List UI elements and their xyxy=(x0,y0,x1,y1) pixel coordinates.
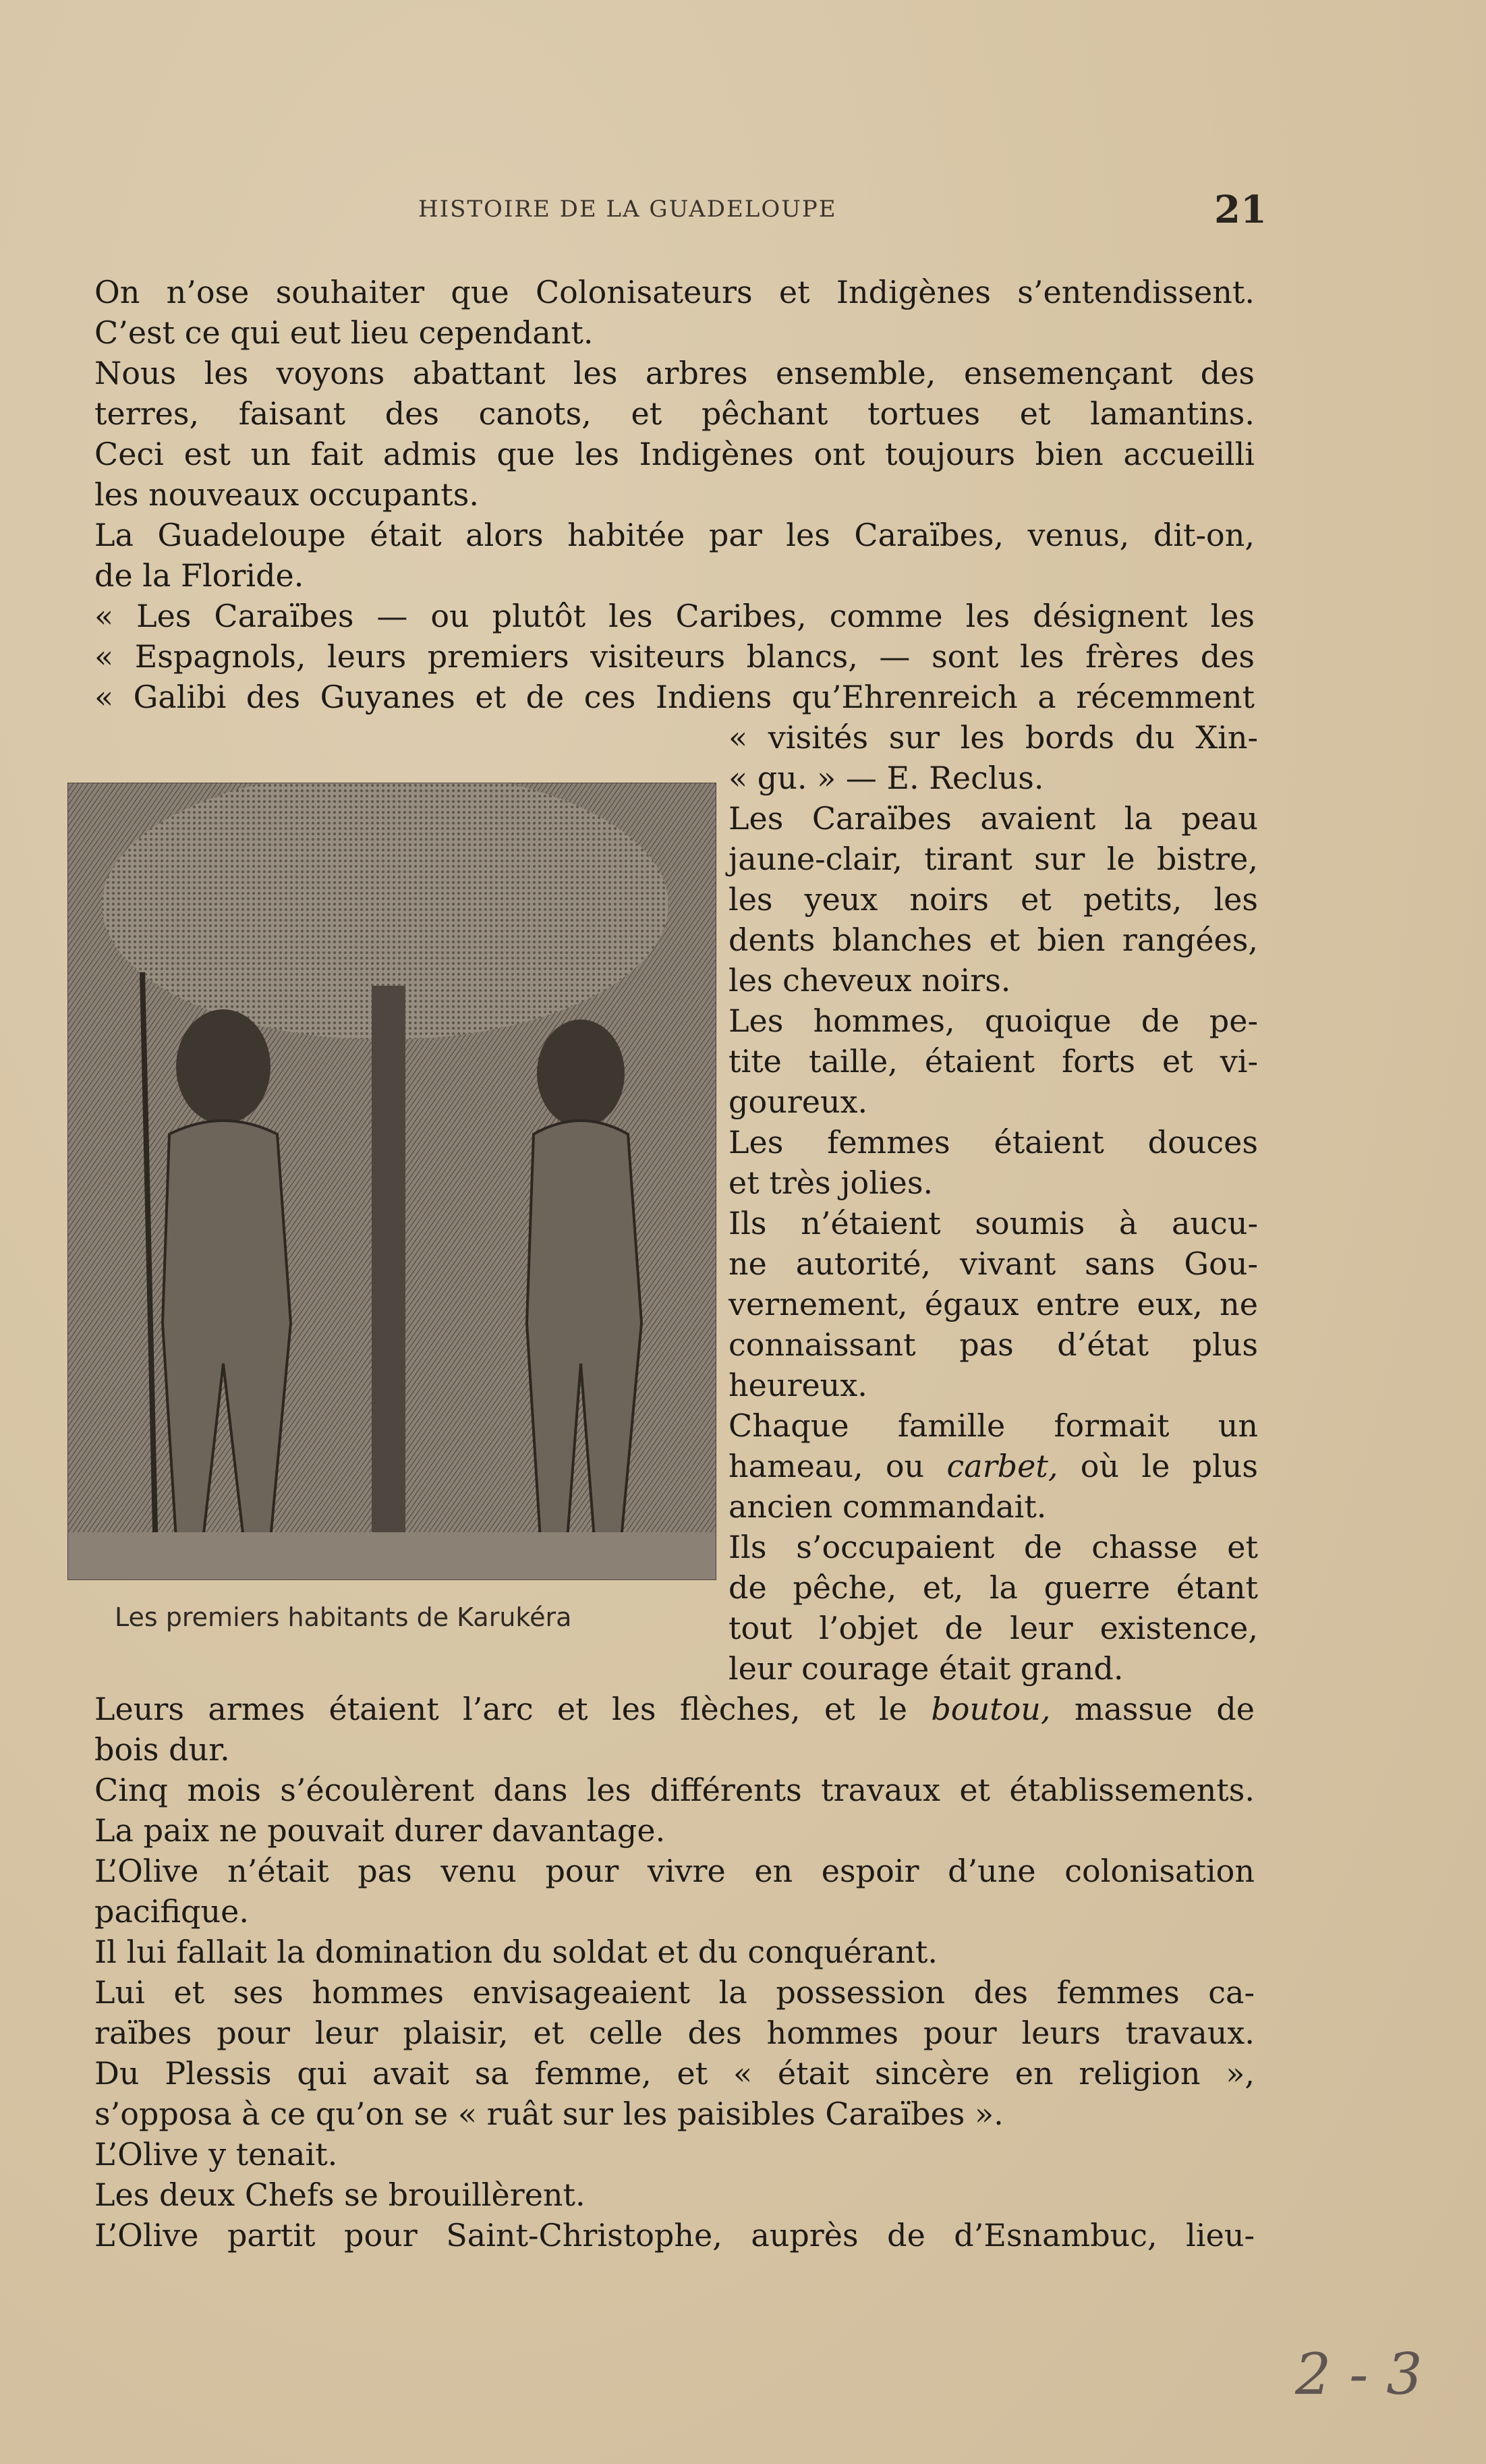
text-segment: massue de xyxy=(1050,1691,1255,1727)
text-line: L’Olive partit pour Saint-Christophe, auprès de d’Esnambuc, lieu- xyxy=(94,2217,1255,2253)
text-line: On n’ose souhaiter que Colonisateurs et Indigènes s’entendissent. xyxy=(94,274,1255,310)
text-line xyxy=(94,1690,1255,1728)
text-line: Cinq mois s’écoulèrent dans les différents travaux et établissements. xyxy=(94,1772,1255,1808)
text-line: « Galibi des Guyanes et de ces Indiens qu’Ehrenreich a récemment xyxy=(94,679,1255,715)
text-line: les nouveaux occupants. xyxy=(94,476,479,513)
text-line: de pêche, et, la guerre étant xyxy=(728,1569,1258,1606)
text-line: s’opposa à ce qu’on se « ruât sur les paisibles Caraïbes ». xyxy=(94,2096,1004,2132)
text-line: Les hommes, quoique de pe- xyxy=(728,1003,1258,1039)
text-line: dents blanches et bien rangées, xyxy=(728,922,1258,958)
text-line: Ceci est un fait admis que les Indigènes ont toujours bien accueilli xyxy=(94,436,1255,472)
italic-term: carbet, xyxy=(946,1448,1058,1484)
text-line: heureux. xyxy=(728,1367,867,1403)
text-line: tite taille, étaient forts et vi- xyxy=(728,1043,1258,1080)
text-line: La paix ne pouvait durer davantage. xyxy=(94,1812,666,1849)
text-line: pacifique. xyxy=(94,1893,249,1930)
text-segment: où le plus xyxy=(1058,1448,1258,1484)
engraving-image xyxy=(68,783,716,1579)
engraving-illustration xyxy=(67,783,716,1580)
text-line: ancien commandait. xyxy=(728,1488,1047,1525)
text-line: L’Olive y tenait. xyxy=(94,2136,338,2173)
text-line: bois dur. xyxy=(94,1731,230,1768)
text-segment: hameau, ou xyxy=(728,1448,947,1484)
text-line xyxy=(728,1447,1258,1485)
italic-term: boutou, xyxy=(931,1691,1051,1727)
text-line: tout l’objet de leur existence, xyxy=(728,1610,1258,1646)
page-number: 21 xyxy=(1214,188,1267,232)
text-line: Lui et ses hommes envisageaient la possession des femmes ca- xyxy=(94,1974,1255,2011)
text-line: les cheveux noirs. xyxy=(728,962,1011,999)
running-head: HISTOIRE DE LA GUADELOUPE xyxy=(418,196,837,223)
text-line: Les deux Chefs se brouillèrent. xyxy=(94,2177,585,2213)
text-line: Il lui fallait la domination du soldat et du conquérant. xyxy=(94,1934,938,1970)
text-line: raïbes pour leur plaisir, et celle des hommes pour leurs travaux. xyxy=(94,2015,1255,2051)
text-line: Ils n’étaient soumis à aucu- xyxy=(728,1205,1258,1241)
text-line: leur courage était grand. xyxy=(728,1650,1124,1687)
text-line: les yeux noirs et petits, les xyxy=(728,881,1258,918)
text-line: jaune-clair, tirant sur le bistre, xyxy=(728,841,1258,877)
text-line: Nous les voyons abattant les arbres ensemble, ensemençant des xyxy=(94,355,1255,391)
text-line: La Guadeloupe était alors habitée par les Caraïbes, venus, dit-on, xyxy=(94,517,1255,553)
text-line: « Espagnols, leurs premiers visiteurs blancs, — sont les frères des xyxy=(94,638,1255,675)
text-line: goureux. xyxy=(728,1084,868,1120)
text-line: terres, faisant des canots, et pêchant tortues et lamantins. xyxy=(94,395,1255,432)
text-line: C’est ce qui eut lieu cependant. xyxy=(94,314,594,351)
text-line: Ils s’occupaient de chasse et xyxy=(728,1529,1258,1565)
text-line: connaissant pas d’état plus xyxy=(728,1326,1258,1363)
handwritten-note: 2 - 3 xyxy=(1295,2341,1423,2407)
text-line: vernement, égaux entre eux, ne xyxy=(728,1286,1258,1322)
text-segment: Leurs armes étaient l’arc et les flèches, et le xyxy=(94,1691,932,1727)
text-line: « Les Caraïbes — ou plutôt les Caribes, comme les désignent les xyxy=(94,598,1255,634)
text-line: Chaque famille formait un xyxy=(728,1407,1258,1444)
text-line: Les Caraïbes avaient la peau xyxy=(728,800,1258,837)
figure-caption: Les premiers habitants de Karukéra xyxy=(115,1602,572,1632)
text-line: « gu. » — E. Reclus. xyxy=(728,760,1044,796)
text-line: « visités sur les bords du Xin- xyxy=(728,719,1258,756)
text-line: ne autorité, vivant sans Gou- xyxy=(728,1245,1258,1282)
text-line: L’Olive n’était pas venu pour vivre en espoir d’une colonisation xyxy=(94,1853,1255,1889)
text-line: Du Plessis qui avait sa femme, et « était sincère en religion », xyxy=(94,2055,1255,2092)
text-line: Les femmes étaient douces xyxy=(728,1124,1258,1160)
text-line: et très jolies. xyxy=(728,1165,934,1201)
text-line: de la Floride. xyxy=(94,557,304,594)
